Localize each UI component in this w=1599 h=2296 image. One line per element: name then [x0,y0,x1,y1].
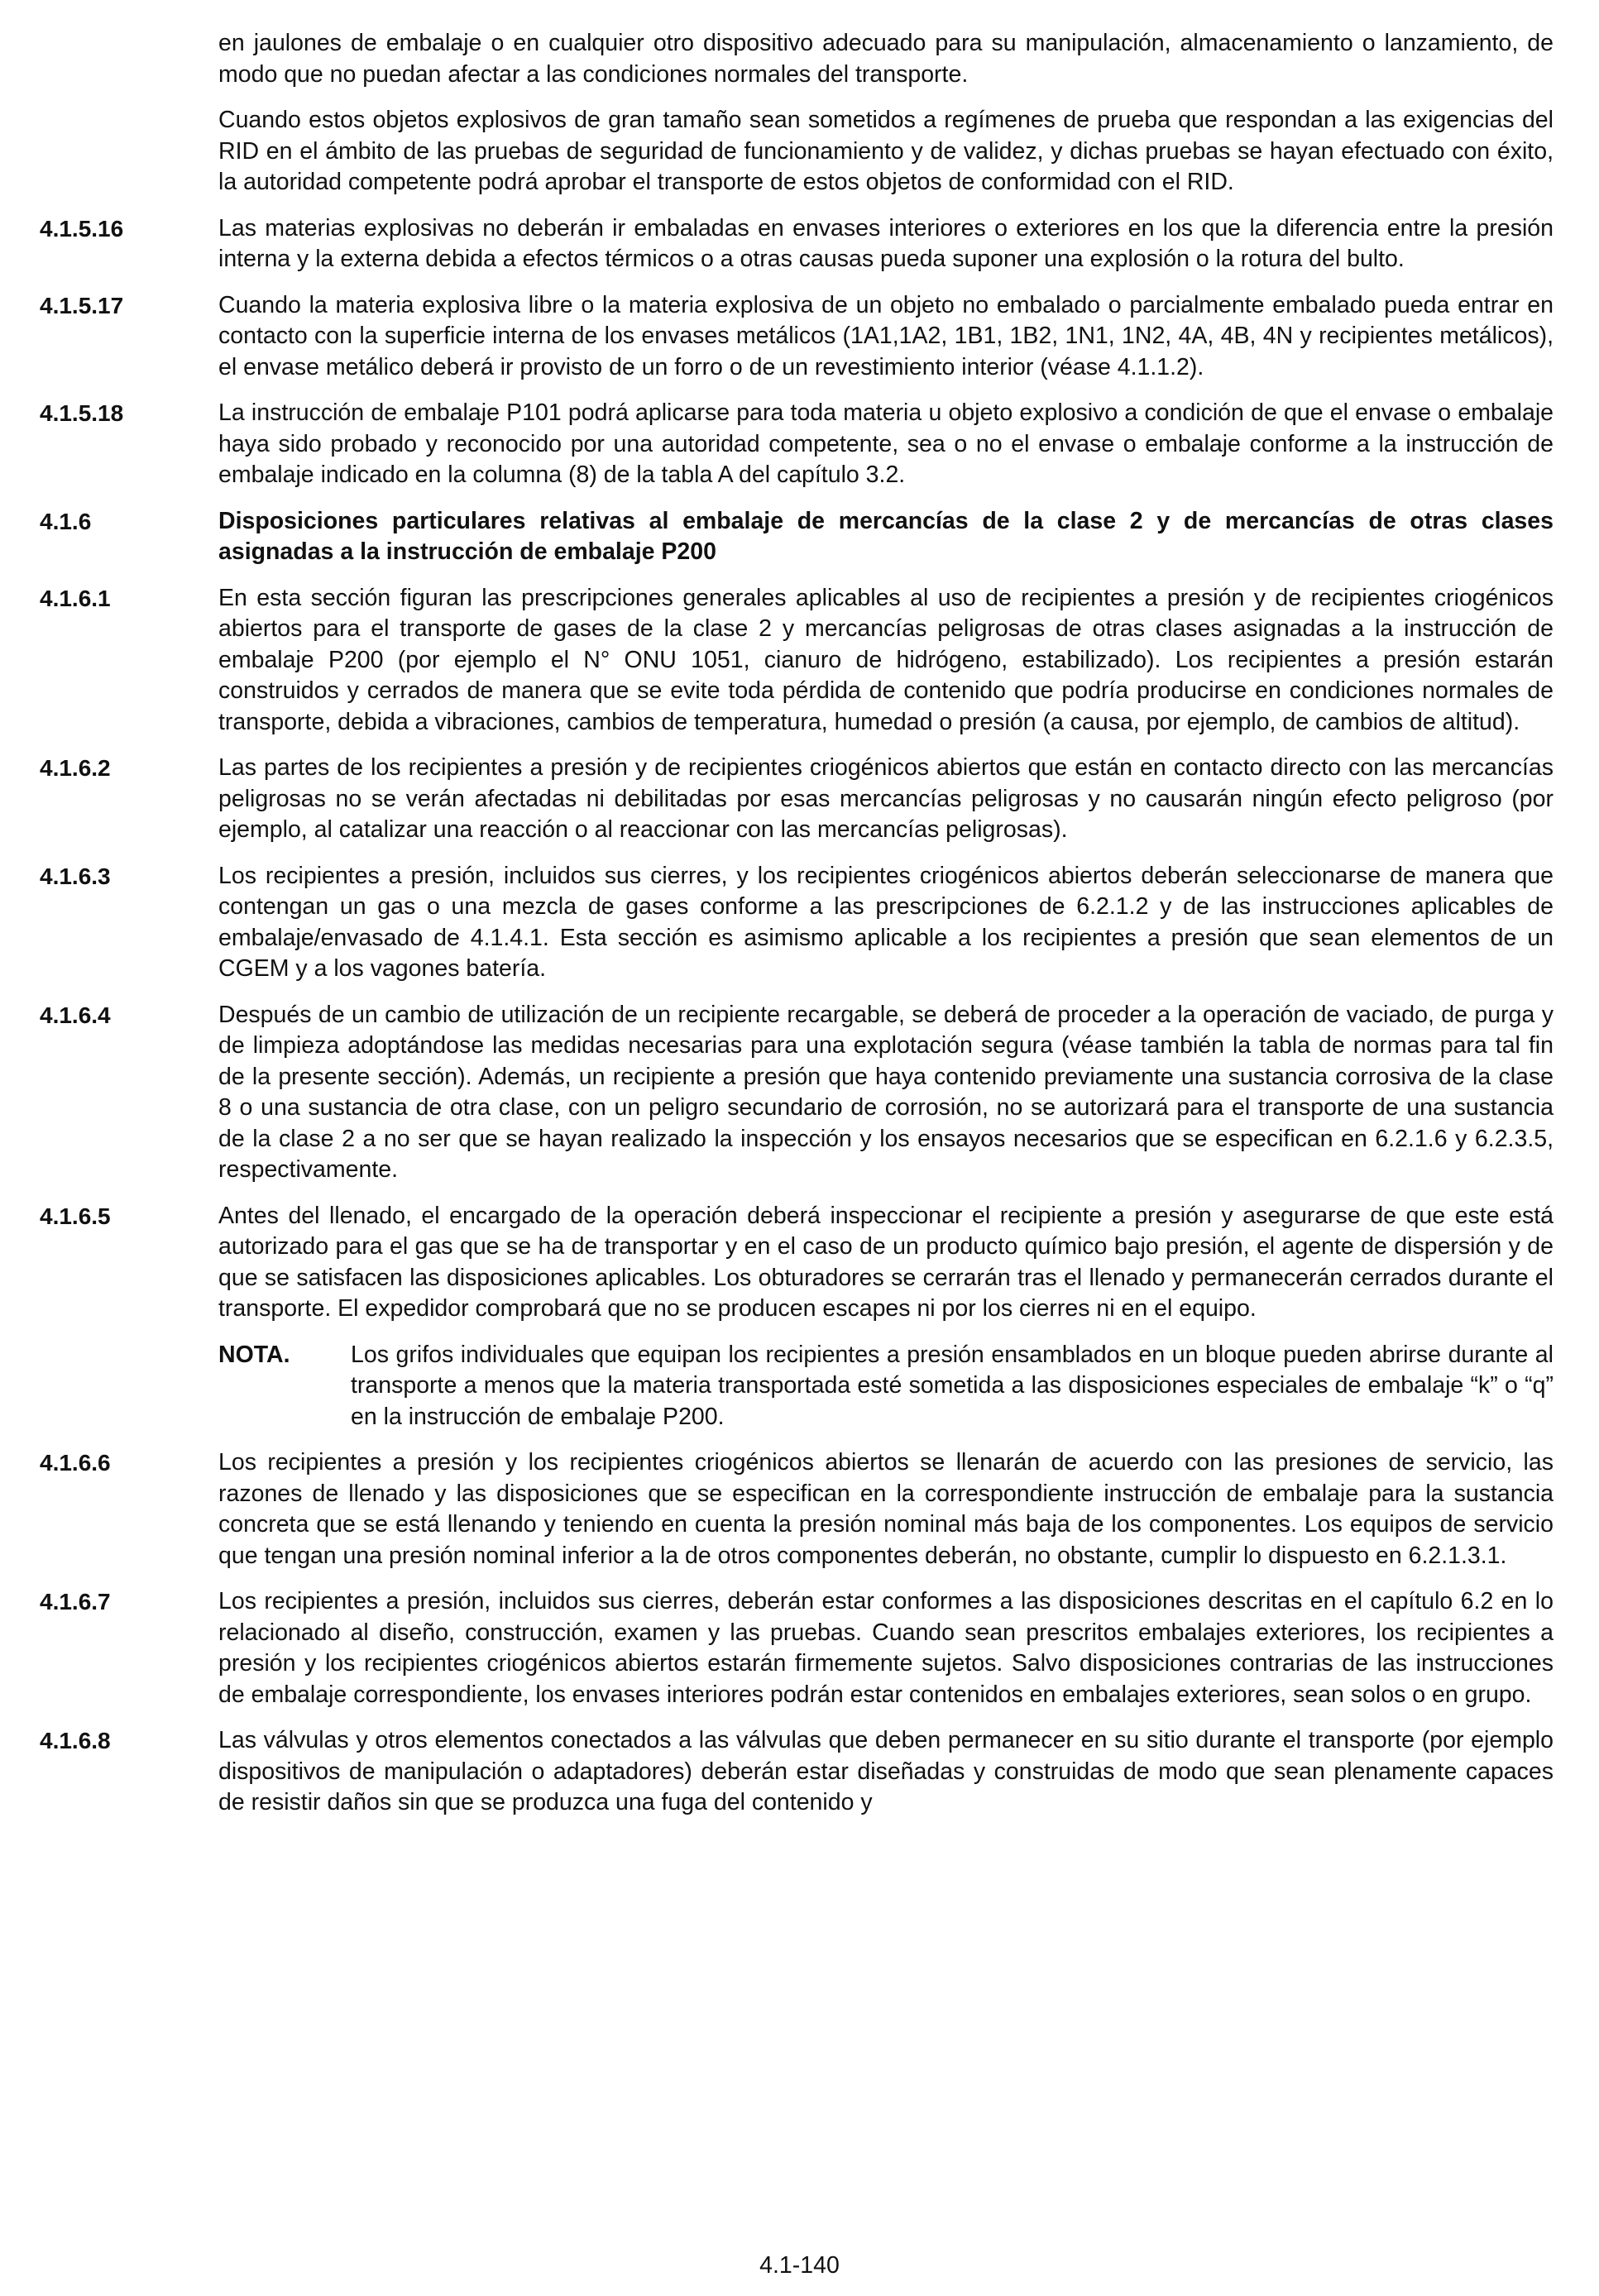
section-number: 4.1.6.5 [40,1203,111,1229]
section-text: La instrucción de embalaje P101 podrá aplicarse para toda materia u objeto explosivo a condición de que el envase o embalaje haya sido probado y reconocido por una autoridad competente, sea o no el envase o embalaje conforme a la instrucción de embalaje indicado en la columna (8) de la tabla A del capítulo 3.2. [218,399,1554,488]
note-label: NOTA. [218,1341,290,1368]
section-number: 4.1.6.7 [40,1589,111,1614]
intro-block [40,28,1554,199]
section-text: En esta sección figuran las prescripciones generales aplicables al uso de recipientes a presión y de recipientes criogénicos abiertos para el transporte de gases de la clase 2 y mercancías peligrosas de otras clases asignadas a la instrucción de embalaje P200 (por ejemplo el N° ONU 1051, cianuro de hidrógeno, estabilizado). Los recipientes a presión estarán construidos y cerrados de manera que se evite toda pérdida de contenido que podría producirse en condiciones normales de transporte, debida a vibraciones, cambios de temperatura, humedad o presión (a causa, por ejemplo, de cambios de altitud). [218,584,1554,735]
intro-paragraph-2: Cuando estos objetos explosivos de gran tamaño sean sometidos a regímenes de prueba que respondan a las exigencias del RID en el ámbito de las pruebas de seguridad de funcionamiento y de validez, y dichas pruebas se hayan efectuado con éxito, la autoridad competente podrá aprobar el transporte de estos objetos de conformidad con el RID. [218,107,1554,195]
section-number: 4.1.6.4 [40,1002,111,1028]
section-text: Los recipientes a presión, incluidos sus cierres, y los recipientes criogénicos abiertos deberán seleccionarse de manera que contengan un gas o una mezcla de gases conforme a las prescripciones de 6.2.1.2 y de las instrucciones aplicables de embalaje/envasado de 4.1.4.1. Esta sección es asimismo aplicable a los recipientes a presión que sean elementos de un CGEM y a los vagones batería. [218,862,1554,982]
section-number: 4.1.5.16 [40,215,124,242]
section-4-1-6-2 [40,753,1554,846]
intro-paragraph-1: en jaulones de embalaje o en cualquier otro dispositivo adecuado para su manipulación, almacenamiento o lanzamiento, de modo que no puedan afectar a las condiciones normales del transporte. [218,30,1554,88]
section-4-1-6-1 [40,583,1554,739]
section-4-1-6-6 [40,1447,1554,1571]
section-4-1-6-8 [40,1725,1554,1819]
section-heading-4-1-6 [40,506,1554,568]
section-number: 4.1.5.17 [40,292,124,318]
section-text: Los recipientes a presión, incluidos sus cierres, deberán estar conformes a las disposiciones descritas en el capítulo 6.2 en lo relacionado al diseño, construcción, examen y las pruebas. Cuando sean prescritos embalajes exteriores, los recipientes a presión y los recipientes criogénicos abiertos estarán firmemente sujetos. Salvo disposiciones contrarias de las instrucciones de embalaje correspondiente, los envases interiores podrán estar contenidos en embalajes exteriores, sean solos o en grupo. [218,1588,1554,1708]
section-4-1-5-17 [40,290,1554,384]
section-4-1-6-3 [40,861,1554,985]
section-number: 4.1.5.18 [40,400,124,426]
section-number: 4.1.6.1 [40,585,111,611]
section-number: 4.1.6.8 [40,1728,111,1753]
section-number: 4.1.6.3 [40,863,111,889]
section-text: Después de un cambio de utilización de un recipiente recargable, se deberá de proceder a la operación de vaciado, de purga y de limpieza adoptándose las medidas necesarias para una explotación segura (véase también la tabla de normas para tal fin de la presente sección). Además, un recipiente a presión que haya contenido previamente una sustancia corrosiva de la clase 8 o una sustancia de otra clase, con un peligro secundario de corrosión, no se autorizará para el transporte de una sustancia de la clase 2 a no ser que se hayan realizado la inspección y los ensayos necesarios que se especifican en 6.2.1.6 y 6.2.3.5, respectivamente. [218,1001,1554,1183]
section-number: 4.1.6 [40,508,92,534]
section-4-1-5-16 [40,213,1554,275]
section-4-1-6-4 [40,1000,1554,1186]
page-number: 4.1-140 [759,2252,840,2279]
section-4-1-6-5 [40,1201,1554,1433]
page-content [40,28,1554,1819]
section-number: 4.1.6.6 [40,1450,111,1476]
section-text: Cuando la materia explosiva libre o la materia explosiva de un objeto no embalado o parcialmente embalado pueda entrar en contacto con la superficie interna de los envases metálicos (1A1,1A2, 1B1, 1B2, 1N1, 1N2, 4A, 4B, 4N y recipientes metálicos), el envase metálico deberá ir provisto de un forro o de un revestimiento interior (véase 4.1.1.2). [218,291,1554,380]
section-heading-text: Disposiciones particulares relativas al embalaje de mercancías de la clase 2 y de mercancías de otras clases asignadas a la instrucción de embalaje P200 [218,507,1554,565]
note-block [218,1340,1554,1433]
section-text: Antes del llenado, el encargado de la operación deberá inspeccionar el recipiente a presión y asegurarse de que este está autorizado para el gas que se ha de transportar y en el caso de un producto químico bajo presión, el agente de dispersión y de que se satisfacen las disposiciones aplicables. Los obturadores se cerrarán tras el llenado y permanecerán cerrados durante el transporte. El expedidor comprobará que no se producen escapes ni por los cierres ni en el equipo. NOTA. Los grifos individuales que equipan los recipientes a presión ensamblados en un bloque pueden abrirse durante al transporte a menos que la materia transportada esté sometida a las disposiciones especiales de embalaje “k” o “q” en la instrucción de embalaje P200. [218,1201,1554,1433]
section-text: Los recipientes a presión y los recipientes criogénicos abiertos se llenarán de acuerdo con las presiones de servicio, las razones de llenado y las disposiciones que se especifican en la correspondiente instrucción de embalaje para la sustancia concreta que se está llenando y teniendo en cuenta la presión nominal más baja de los componentes. Los equipos de servicio que tengan una presión nominal inferior a la de otros componentes deberán, no obstante, cumplir lo dispuesto en 6.2.1.3.1. [218,1449,1554,1569]
section-4-1-6-7 [40,1586,1554,1710]
section-4-1-5-18 [40,398,1554,491]
section-text: Las válvulas y otros elementos conectados a las válvulas que deben permanecer en su sitio durante el transporte (por ejemplo dispositivos de manipulación o adaptadores) deberán estar diseñadas y construidas de modo que sean plenamente capaces de resistir daños sin que se produzca una fuga del contenido y [218,1727,1554,1815]
section-text: Las materias explosivas no deberán ir embaladas en envases interiores o exteriores en los que la diferencia entre la presión interna y la externa debida a efectos térmicos o a otras causas pueda suponer una explosión o la rotura del bulto. [218,214,1554,272]
section-number: 4.1.6.2 [40,755,111,781]
note-text: Los grifos individuales que equipan los recipientes a presión ensamblados en un bloque pueden abrirse durante al transporte a menos que la materia transportada esté sometida a las disposiciones especiales de embalaje “k” o “q” en la instrucción de embalaje P200. [351,1341,1554,1430]
section-text: Las partes de los recipientes a presión y de recipientes criogénicos abiertos que están en contacto directo con las mercancías peligrosas no se verán afectadas ni debilitadas por esas mercancías peligrosas y no causarán ningún efecto peligroso (por ejemplo, al catalizar una reacción o al reaccionar con las mercancías peligrosas). [218,754,1554,843]
